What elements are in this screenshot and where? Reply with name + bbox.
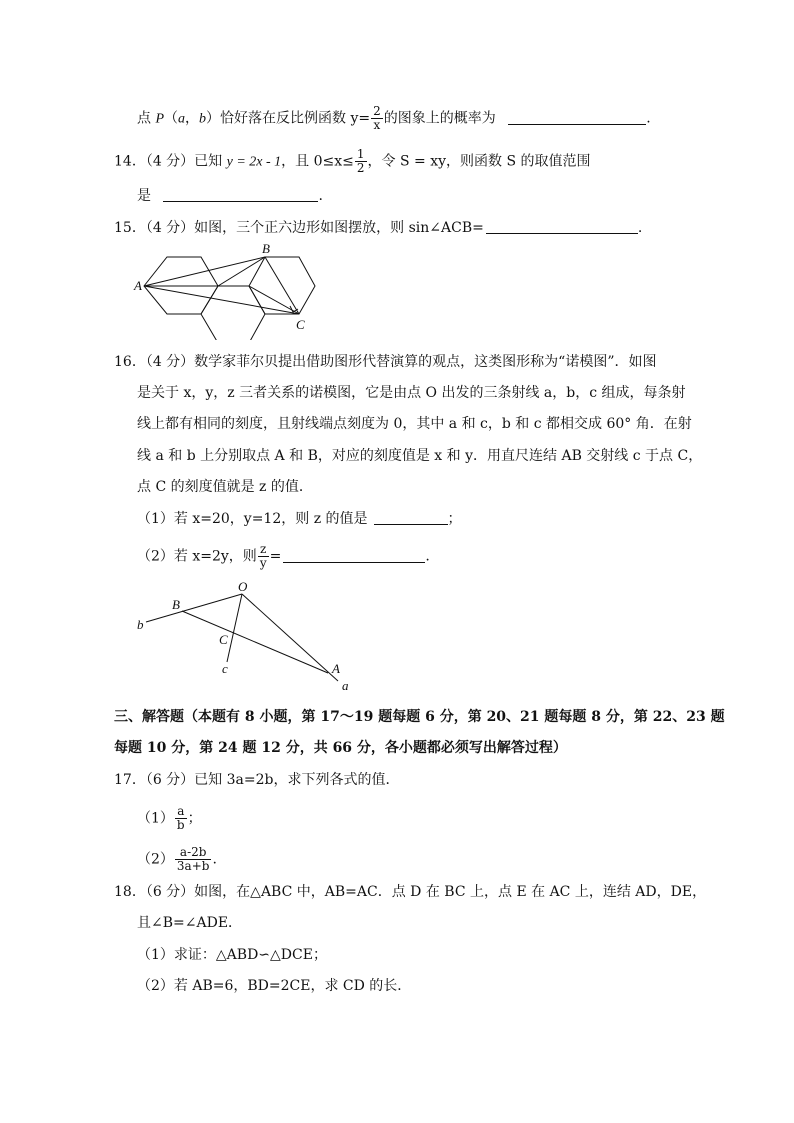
q15-answer-blank[interactable]	[486, 219, 638, 234]
q16-line5: 点 C 的刻度值就是 z 的值．	[137, 479, 313, 495]
label-C: C	[296, 317, 305, 332]
q18-sub2: （2）若 AB=6，BD=2CE，求 CD 的长．	[137, 978, 412, 994]
q16-line3: 线上都有相同的刻度，且射线端点刻度为 0，其中 a 和 c，b 和 c 都相交成 60° 角．在射	[137, 416, 692, 432]
ray-b	[146, 594, 242, 622]
q16-line2: 是关于 x，y，z 三者关系的诺模图，它是由点 O 出发的三条射线 a，b，c 组成，每条射	[137, 385, 686, 401]
line-AB	[144, 257, 265, 286]
label-A: A	[332, 661, 340, 676]
q14-line2: 是 .	[137, 188, 323, 204]
q16-line4: 线 a 和 b 上分别取点 A 和 B，对应的刻度值是 x 和 y．用直尺连结 AB 交射线 c 于点 C，	[137, 448, 703, 464]
hexagon-bottom	[201, 286, 265, 340]
line-BA	[182, 611, 328, 673]
q16-sub1-answer-blank[interactable]	[374, 510, 448, 525]
q16-sub2-answer-blank[interactable]	[283, 548, 425, 563]
q16-fraction: $\frac{z}{y}$	[259, 542, 267, 570]
q15-hexagon-figure	[132, 240, 332, 340]
label-A: A	[134, 278, 142, 293]
q16-line1: 16．（4 分）数学家菲尔贝提出借助图形代替演算的观点，这类图形称为“诺模图”．如图	[114, 354, 657, 370]
label-B: B	[262, 241, 270, 256]
label-a: a	[342, 678, 349, 693]
q16-sub2: （2）若 x=2y，则 $\frac{z}{y}$ = .	[137, 542, 430, 570]
label-C: C	[219, 632, 228, 647]
section3-heading-line2: 每题 10 分，第 24 题 12 分，共 66 分，各小题都必须写出解答过程）	[114, 740, 567, 756]
q17-stem: 17．（6 分）已知 3a=2b，求下列各式的值．	[114, 772, 400, 788]
q14-fraction: $\frac{1}{2}$	[356, 147, 365, 175]
q14-answer-blank[interactable]	[163, 187, 318, 202]
label-b: b	[137, 617, 144, 632]
ray-a	[242, 594, 338, 681]
q16-sub1: （1）若 x=20，y=12，则 z 的值是 ；	[137, 511, 462, 527]
q17-fraction-2: $\frac{a-2b}{3a+b}$	[176, 845, 210, 873]
line-AC	[144, 286, 299, 314]
ray-c	[227, 594, 242, 662]
q17-part1: （1） $\frac{a}{b}$ ；	[137, 804, 202, 832]
label-c: c	[222, 661, 228, 676]
q17-fraction-1: $\frac{a}{b}$	[176, 804, 185, 832]
line-BC	[265, 257, 299, 314]
line-B-inner	[218, 257, 265, 286]
q18-sub1: （1）求证：△ABD∽△DCE；	[137, 947, 327, 963]
q13-line: 点 P（a，b）恰好落在反比例函数 y= $\frac{2}{x}$ 的图象上的概率为 .	[137, 104, 651, 132]
q13-answer-blank[interactable]	[508, 110, 646, 125]
q16-nomogram-figure	[132, 577, 362, 697]
q18-line1: 18．（6 分）如图，在△ABC 中，AB=AC．点 D 在 BC 上，点 E 在 AC 上，连结 AD，DE，	[114, 884, 707, 900]
q17-part2: （2） $\frac{a-2b}{3a+b}$ .	[137, 845, 217, 873]
section3-heading-line1: 三、解答题（本题有 8 小题，第 17～19 题每题 6 分，第 20、21 题每题 8 分，第 22、23 题	[114, 709, 725, 725]
q18-line2: 且∠B=∠ADE．	[137, 915, 243, 931]
label-O: O	[238, 579, 248, 594]
q14-line1: 14．（4 分）已知 y = 2x - 1，且 0≤x≤ $\frac{1}{2}$ ，令 S = xy，则函数 S 的取值范围	[114, 147, 591, 175]
q15-stem: 15．（4 分）如图，三个正六边形如图摆放，则 sin∠ACB= .	[114, 220, 643, 236]
label-B: B	[172, 597, 180, 612]
q13-fraction: $\frac{2}{x}$	[373, 104, 381, 132]
